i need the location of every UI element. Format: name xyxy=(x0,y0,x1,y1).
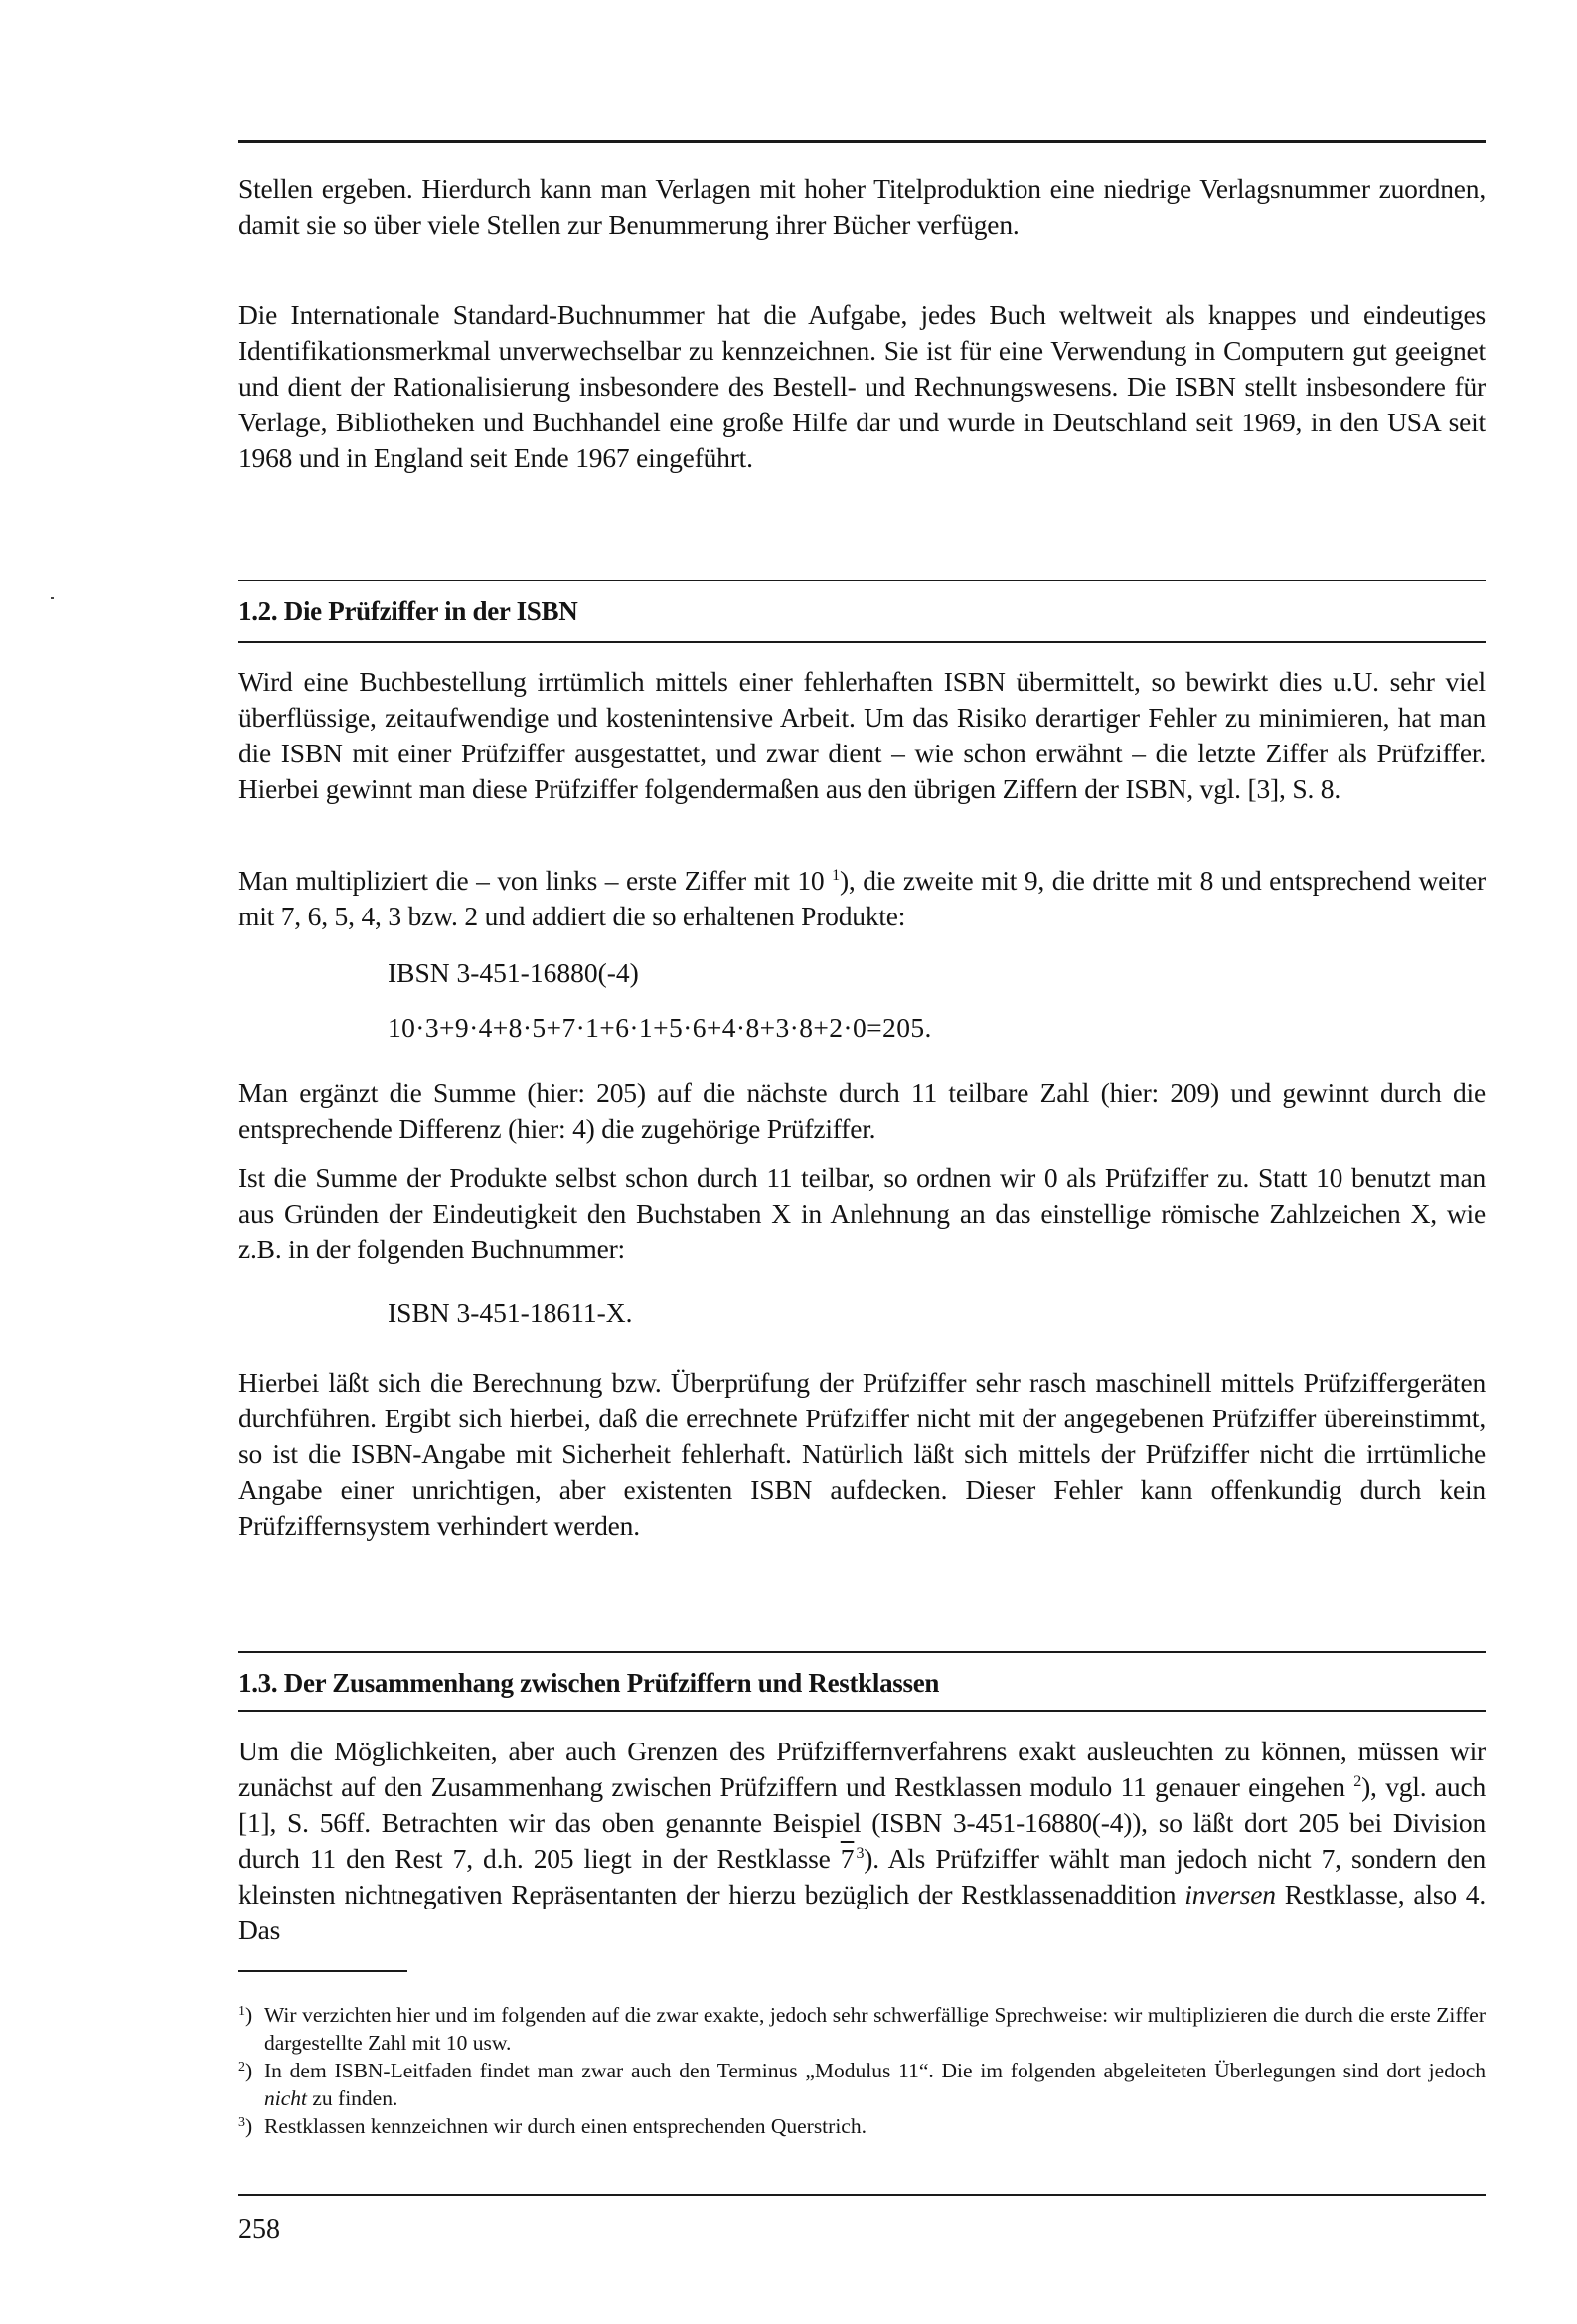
section-1-2-heading: 1.2. Die Prüfziffer in der ISBN xyxy=(238,596,578,626)
scan-speck xyxy=(51,597,54,599)
footnote-ref-2[interactable]: 2 xyxy=(1353,1773,1362,1790)
footnote-separator xyxy=(238,1970,407,1972)
footnote-3 xyxy=(238,2112,1486,2140)
footnote-2-text-a: In dem ISBN-Leitfaden findet man zwar auch den Terminus „Modulus 11“. Die im folgenden abgeleiteten Überlegungen sind dort jedoch xyxy=(264,2059,1486,2082)
footnote-2 xyxy=(238,2057,1486,2112)
section-1-2-paragraph-5: Hierbei läßt sich die Berechnung bzw. Überprüfung der Prüfziffer sehr rasch maschinell mittels Prüfziffergeräten durchführen. Ergibt sich hierbei, daß die errechnete Prüfziffer nicht mit der angegebenen Prüfziffer übereinstimmt, so ist die ISBN-Angabe mit Sicherheit fehlerhaft. Natürlich läßt sich mittels der Prüfziffer nicht die irrtümliche Angabe einer unrichtigen, aber existenten ISBN aufdecken. Dieser Fehler kann offenkundig durch kein Prüfziffernsystem verhindert werden. xyxy=(238,1367,1486,1541)
section-1-2-paragraph-3: Man ergänzt die Summe (hier: 205) auf die nächste durch 11 teilbare Zahl (hier: 209) und gewinnt durch die entsprechende Differenz (hier: 4) die zugehörige Prüfziffer. xyxy=(238,1078,1486,1144)
p13-text-d: Restklasse, also 4. Das xyxy=(238,1879,1486,1945)
residue-class-7: 7 xyxy=(840,1843,855,1874)
section-1-3-heading: 1.3. Der Zusammenhang zwischen Prüfziffern und Restklassen xyxy=(238,1668,940,1698)
para2-text-a: Man multipliziert die – von links – erste Ziffer mit 10 xyxy=(238,865,833,896)
footnote-ref-1[interactable]: 1 xyxy=(832,867,840,884)
section-1-2-paragraph-2 xyxy=(238,863,1486,934)
continuation-paragraph: Stellen ergeben. Hierdurch kann man Verlagen mit hoher Titelproduktion eine niedrige Verlagsnummer zuordnen, damit sie so über viele Stellen zur Benummerung ihrer Bücher verfügen. xyxy=(238,173,1486,240)
section-1-3-paragraph xyxy=(238,1734,1486,1948)
section-1-2-top-rule xyxy=(238,580,1486,581)
footnote-3-mark: $^3$) xyxy=(238,2114,253,2138)
formula-isbn: IBSN 3-451-16880(-4) xyxy=(388,957,639,988)
footnote-2-italic: nicht xyxy=(264,2086,307,2110)
footnotes xyxy=(238,2001,1486,2140)
section-1-3-bottom-rule xyxy=(238,1710,1486,1712)
p13-text-c: ). Als Prüfziffer wählt man jedoch nicht 7, sondern den kleinsten nichtnegativen Repräsentanten der hierzu bezüglich der Restklassenaddition xyxy=(238,1843,1486,1909)
top-rule xyxy=(238,140,1486,143)
formula-isbn-example: ISBN 3-451-18611-X. xyxy=(388,1297,633,1328)
p13-text-a: Um die Möglichkeiten, aber auch Grenzen des Prüfziffernverfahrens exakt ausleuchten zu können, müssen wir zunächst auf den Zusammenhang zwischen Prüfziffern und Restklassen modulo 11 genauer eingehen xyxy=(238,1736,1486,1802)
footnote-2-text-b: zu finden. xyxy=(307,2086,398,2110)
footnote-3-text: Restklassen kennzeichnen wir durch einen entsprechenden Querstrich. xyxy=(264,2114,867,2138)
p13-italic-inversen: inversen xyxy=(1184,1879,1276,1909)
formula-product-sum: 10·3+9·4+8·5+7·1+6·1+5·6+4·8+3·8+2·0=205. xyxy=(388,1012,932,1043)
section-1-2-paragraph-1: Wird eine Buchbestellung irrtümlich mittels einer fehlerhaften ISBN übermittelt, so bewirkt dies u.U. sehr viel überflüssige, zeitaufwendige und kostenintensive Arbeit. Um das Risiko derartiger Fehler zu minimieren, hat man die ISBN mit einer Prüfziffer ausgestattet, und zwar dient – wie schon erwähnt – die letzte Ziffer als Prüfziffer. Hierbei gewinnt man diese Prüfziffer folgendermaßen aus den übrigen Ziffern der ISBN, vgl. [3], S. 8. xyxy=(238,666,1486,804)
footnote-2-mark: $^2$) xyxy=(238,2059,253,2082)
footnote-1-mark: $^1$) xyxy=(238,2003,253,2027)
p13-text-b: ), vgl. auch [1], S. 56ff. Betrachten wir das oben genannte Beispiel (ISBN 3-451-16880(-4)), so läßt dort 205 bei Division durch 11 den Rest 7, d.h. 205 liegt in der Restklasse xyxy=(238,1771,1486,1874)
footnote-ref-3[interactable]: 3 xyxy=(856,1845,865,1862)
section-1-2-bottom-rule xyxy=(238,641,1486,643)
footnote-1 xyxy=(238,2001,1486,2057)
footnote-1-text: Wir verzichten hier und im folgenden auf die zwar exakte, jedoch sehr schwerfällige Sprechweise: wir multiplizieren die durch die erste Ziffer dargestellte Zahl mit 10 usw. xyxy=(264,2003,1486,2055)
page-number: 258 xyxy=(238,2214,280,2244)
section-1-2-paragraph-4: Ist die Summe der Produkte selbst schon durch 11 teilbar, so ordnen wir 0 als Prüfziffer zu. Statt 10 benutzt man aus Gründen der Eindeutigkeit den Buchstaben X in Anlehnung an das einstellige römische Zahlzeichen X, wie z.B. in der folgenden Buchnummer: xyxy=(238,1162,1486,1264)
isbn-purpose-paragraph: Die Internationale Standard-Buchnummer hat die Aufgabe, jedes Buch weltweit als knappes und eindeutiges Identifikationsmerkmal unverwechselbar zu kennzeichnen. Sie ist für eine Verwendung in Computern gut geeignet und dient der Rationalisierung insbesondere des Bestell- und Rechnungswesens. Die ISBN stellt insbesondere für Verlage, Bibliotheken und Buchhandel eine große Hilfe dar und wurde in Deutschland seit 1969, in den USA seit 1968 und in England seit Ende 1967 eingeführt. xyxy=(238,299,1486,473)
para2-text-b: ), die zweite mit 9, die dritte mit 8 und entsprechend weiter mit 7, 6, 5, 4, 3 bzw. 2 und addiert die so erhaltenen Produkte: xyxy=(238,865,1486,931)
bottom-rule xyxy=(238,2194,1486,2196)
section-1-3-top-rule xyxy=(238,1651,1486,1653)
